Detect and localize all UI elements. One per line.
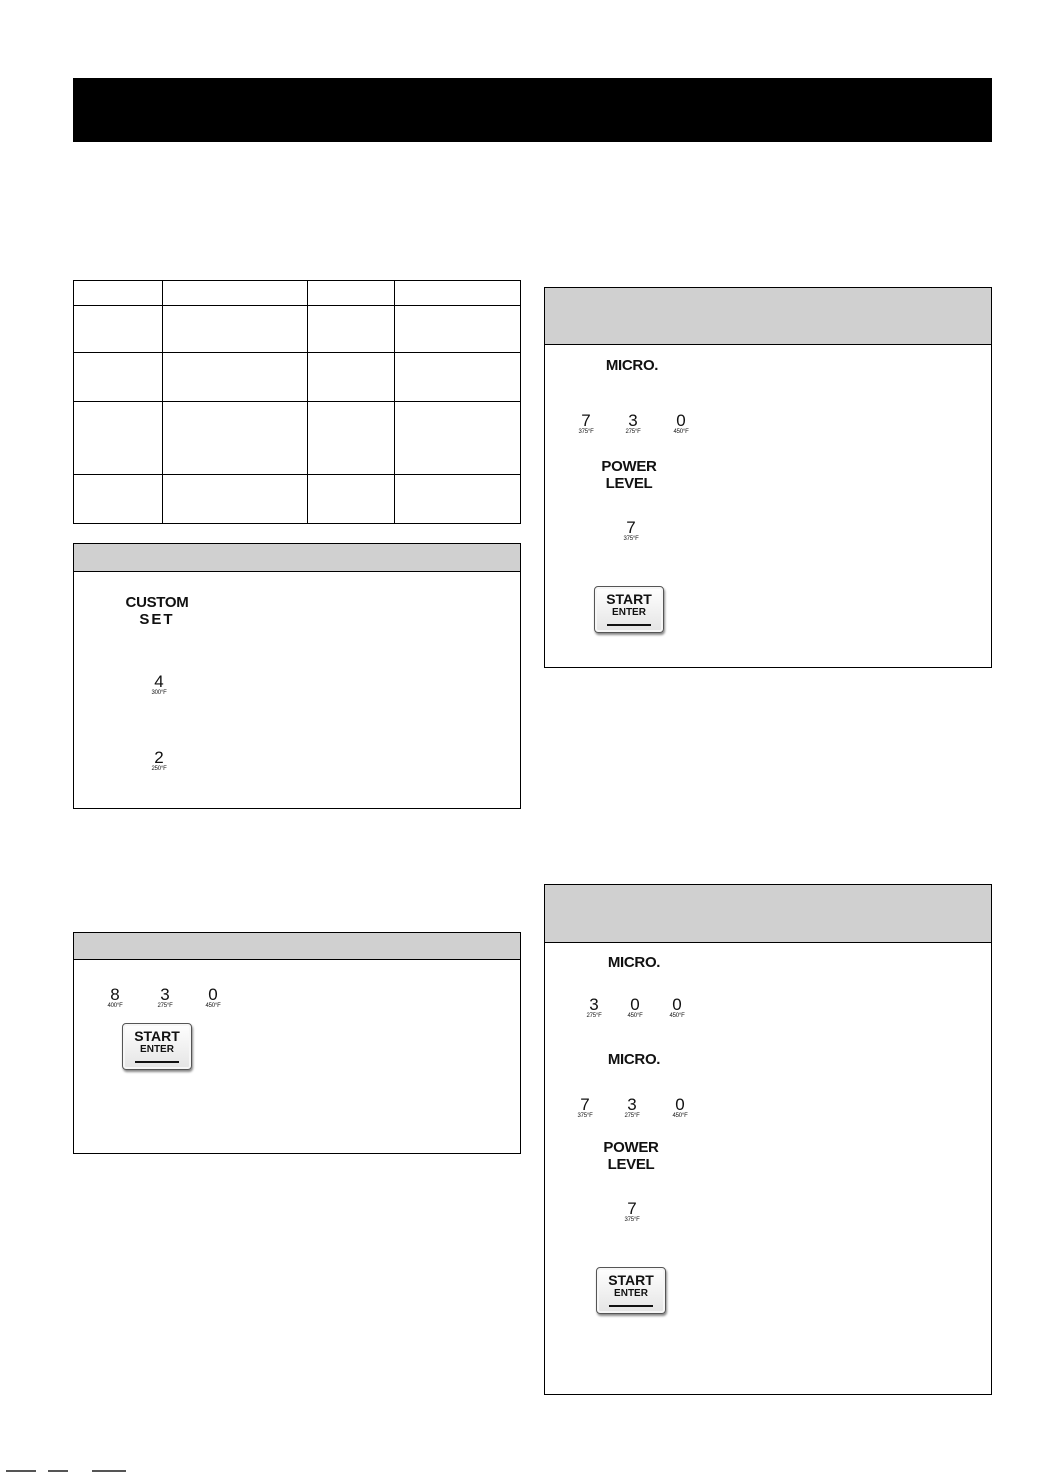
number-key[interactable]: 3 275°F xyxy=(157,985,173,1009)
button-underline xyxy=(609,1305,653,1307)
number-key[interactable]: 4 300°F xyxy=(151,672,167,696)
number-key[interactable]: 0 450°F xyxy=(672,1095,688,1119)
custom-set-key[interactable]: CUSTOM SET xyxy=(125,594,189,628)
number-key[interactable]: 7 375°F xyxy=(577,1095,593,1119)
micro-key[interactable]: MICRO. xyxy=(607,1051,661,1068)
settings-table xyxy=(73,280,521,524)
start-enter-button[interactable]: START ENTER xyxy=(596,1267,666,1314)
number-key[interactable]: 7 375°F xyxy=(624,1199,640,1223)
number-key[interactable]: 0 450°F xyxy=(673,411,689,435)
micro-key[interactable]: MICRO. xyxy=(605,357,659,374)
header-bar xyxy=(73,78,992,142)
table-column-divider xyxy=(394,281,395,523)
number-key[interactable]: 3 275°F xyxy=(624,1095,640,1119)
start-enter-button[interactable]: START ENTER xyxy=(594,586,664,633)
number-key[interactable]: 3 275°F xyxy=(586,995,602,1019)
number-key[interactable]: 8 400°F xyxy=(107,985,123,1009)
power-level-key[interactable]: POWER LEVEL xyxy=(601,458,657,492)
table-column-divider xyxy=(162,281,163,523)
start-enter-button[interactable]: START ENTER xyxy=(122,1023,192,1070)
box-heading xyxy=(74,933,520,960)
number-key[interactable]: 0 450°F xyxy=(205,985,221,1009)
button-underline xyxy=(607,624,651,626)
quick-cook-box xyxy=(73,932,521,1154)
table-column-divider xyxy=(307,281,308,523)
custom-set-box xyxy=(73,543,521,809)
box-heading xyxy=(545,885,991,943)
button-underline xyxy=(135,1061,179,1063)
table-row-divider xyxy=(74,474,520,475)
number-key[interactable]: 0 450°F xyxy=(669,995,685,1019)
table-row-divider xyxy=(74,352,520,353)
table-row-divider xyxy=(74,305,520,306)
number-key[interactable]: 7 375°F xyxy=(578,411,594,435)
print-marks xyxy=(0,1468,130,1474)
power-level-box xyxy=(544,287,992,668)
micro-key[interactable]: MICRO. xyxy=(607,954,661,971)
table-row-divider xyxy=(74,401,520,402)
power-level-key[interactable]: POWER LEVEL xyxy=(603,1139,659,1173)
number-key[interactable]: 3 275°F xyxy=(625,411,641,435)
number-key[interactable]: 0 450°F xyxy=(627,995,643,1019)
multi-stage-box xyxy=(544,884,992,1395)
number-key[interactable]: 7 375°F xyxy=(623,518,639,542)
box-heading xyxy=(545,288,991,345)
number-key[interactable]: 2 250°F xyxy=(151,748,167,772)
box-heading xyxy=(74,544,520,572)
